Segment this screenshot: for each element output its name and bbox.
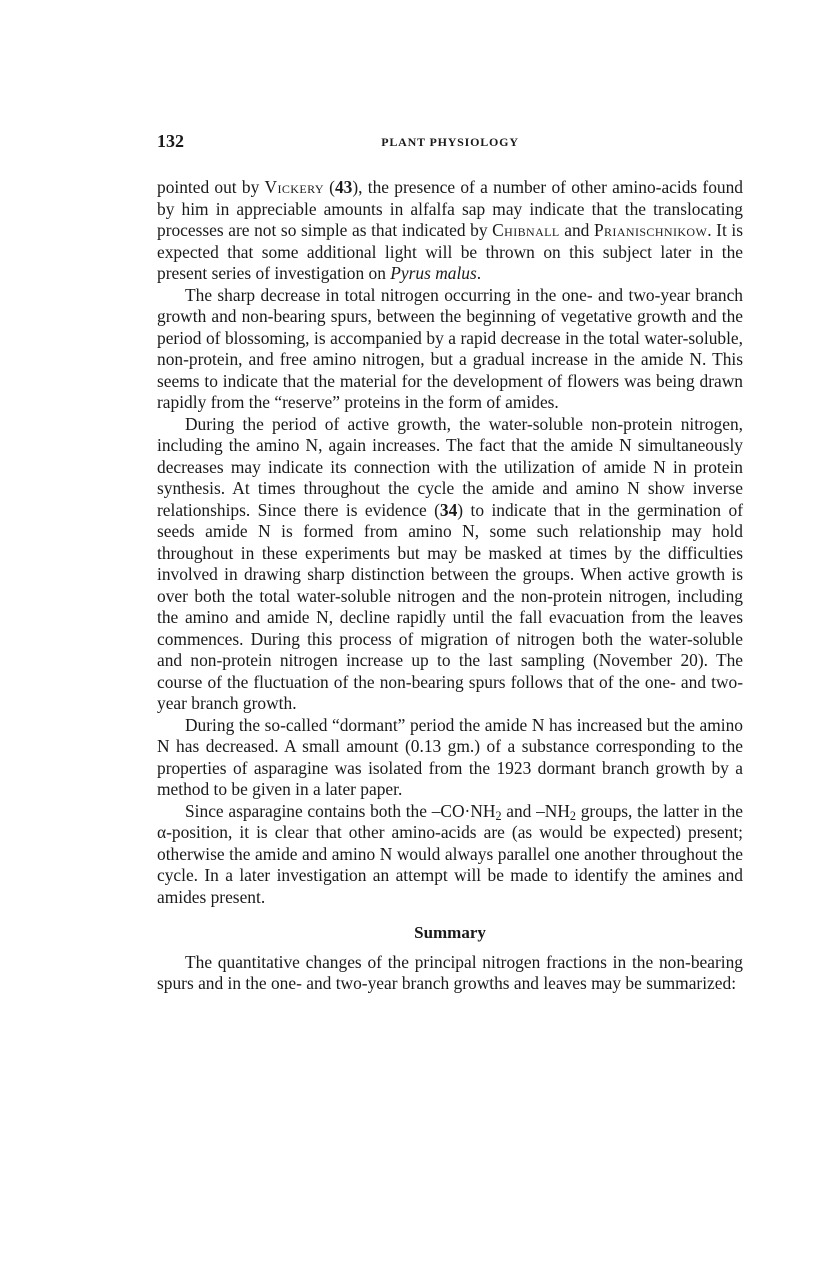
author-name: Chibnall — [492, 220, 560, 240]
subscript: 2 — [495, 808, 502, 823]
paragraph: The quantitative changes of the principal nitrogen fractions in the non-bearing spurs and in the one- and two-year branch growths and leaves may be summarized: — [157, 951, 743, 993]
text-run: pointed out by — [157, 177, 265, 197]
reference-number: 34 — [439, 499, 458, 520]
paragraph — [157, 177, 743, 285]
running-head: PLANT PHYSIOLOGY — [381, 135, 519, 149]
species-name: Pyrus malus — [390, 263, 477, 283]
text-run: ( — [323, 177, 335, 197]
author-name: Vickery — [264, 177, 324, 197]
text-run: During the period of active growth, the water-soluble non-protein nitrogen, including the amino N, again increases. The fact that the amide N simultaneously decreases may indicate its connection with the utilization of amide N in protein synthesis. At times throughout the cycle the amide and amino N show inverse relationships. Since there is evidence ( — [157, 413, 743, 520]
article-body — [157, 177, 743, 995]
text-run: ) to indicate that in the germination of seeds amide N is formed from amino N, some such relationship may hold throughout in these experiments but may be masked at times by the difficulties involved in drawing sharp distinction between the groups. When active growth is over both the total water-soluble nitrogen and the non-protein nitrogen, including the amino and amide N, decline rapidly until the fall evacuation from the leaves commences. During this process of migration of nitrogen both the water-soluble and non-protein nitrogen increase up to the last sampling (November 20). The course of the fluctuation of the non-bearing spurs follows that of the one- and two-year branch growth. — [157, 499, 743, 713]
paragraph: During the so-called “dormant” period the amide N has increased but the amino N has decreased. A small amount (0.13 gm.) of a substance corresponding to the properties of asparagine was isolated from the 1923 dormant branch growth by a method to be given in a later paper. — [157, 714, 743, 799]
page-header — [157, 131, 743, 155]
text-run: ), the presence of a number of other amino-acids found by him in appreciable amounts in alfalfa sap may indicate that the translocating processes are not so simple as that indicated by — [157, 177, 744, 240]
text-run: Since asparagine contains both the –CO·NH — [185, 800, 496, 821]
text-run: . — [476, 263, 482, 283]
text-run: . It is expected that some additional light will be thrown on this subject later in the present series of investigation on — [157, 220, 744, 283]
author-name: Prianischnikow — [593, 220, 708, 240]
text-run: and –NH — [501, 800, 570, 821]
reference-number: 43 — [334, 177, 353, 197]
paragraph: The sharp decrease in total nitrogen occurring in the one- and two-year branch growth and non-bearing spurs, between the beginning of vegetative growth and the period of blossoming, is accompanied by a rapid decrease in the total water-soluble, non-protein, and free amino nitrogen, but a gradual increase in the amide N. This seems to indicate that the material for the development of flowers was being drawn rapidly from the “reserve” proteins in the form of amides. — [157, 284, 743, 412]
page-number: 132 — [157, 131, 184, 151]
text-run: and — [559, 220, 594, 240]
paragraph — [157, 414, 743, 715]
text-run: groups, the latter in the α-position, it is clear that other amino-acids are (as would be expected) present; otherwise the amide and amino N would always parallel one another throughout the cycle. In a later investigation an attempt will be made to identify the amines and amides present. — [157, 800, 744, 907]
paragraph — [157, 801, 743, 909]
section-title: Summary — [414, 923, 486, 942]
subscript: 2 — [569, 808, 576, 823]
